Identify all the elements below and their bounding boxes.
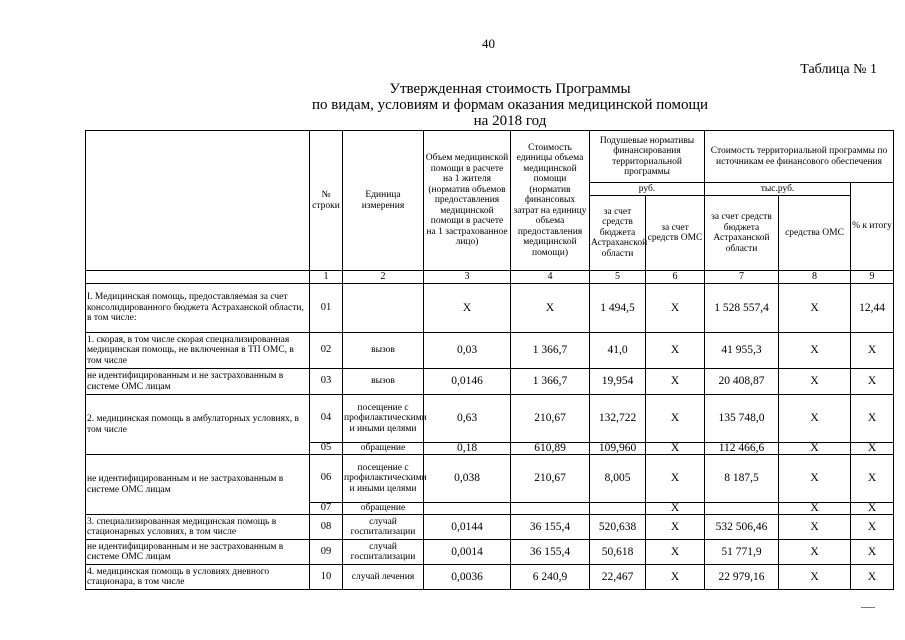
row-budget-thousand: 112 466,6 [705,443,779,455]
row-label: 3. специализированная медицинская помощь в стационарных условиях, в том числе [86,515,310,540]
row-oms-funds: X [779,333,851,369]
header-budget-thousand: за счет средств бюджета Астраханской области [705,196,779,271]
row-volume: 0,0146 [424,369,511,395]
row-volume: 0,038 [424,455,511,503]
row-number: 01 [310,284,343,333]
row-budget-thousand: 135 748,0 [705,395,779,443]
row-percent: X [851,443,894,455]
row-percent: X [851,503,894,515]
header-territorial: Стоимость территориальной программы по источникам ее финансового обеспечения [705,131,894,183]
row-cost: X [511,284,590,333]
row-unit: обращение [343,443,424,455]
row-label: 4. медицинская помощь в условиях дневного стационара, в том числе [86,565,310,590]
column-number [86,271,310,284]
row-percent: X [851,515,894,540]
row-oms: X [646,443,705,455]
row-budget: 8,005 [590,455,646,503]
row-budget-thousand [705,503,779,515]
row-unit: случай лечения [343,565,424,590]
table-row [86,395,894,443]
row-oms: X [646,455,705,503]
row-budget: 109,960 [590,443,646,455]
row-budget: 41,0 [590,333,646,369]
table-row [86,565,894,590]
row-oms: X [646,503,705,515]
row-unit: вызов [343,369,424,395]
row-budget: 1 494,5 [590,284,646,333]
row-number: 04 [310,395,343,443]
row-unit: случай госпитализации [343,515,424,540]
row-budget: 19,954 [590,369,646,395]
column-number: 7 [705,271,779,284]
row-unit: посещение с профилактическими и иными целями [343,395,424,443]
row-oms: X [646,369,705,395]
row-cost: 36 155,4 [511,515,590,540]
column-number: 3 [424,271,511,284]
row-unit: вызов [343,333,424,369]
row-label: 1. скорая, в том числе скорая специализированная медицинская помощь, не включенная в ТП ОМС, в том числе [86,333,310,369]
row-percent: X [851,565,894,590]
header-row-1 [86,131,894,183]
row-cost: 1 366,7 [511,369,590,395]
header-per-capita: Подушевые нормативы финансирования территориальной программы [590,131,705,183]
row-unit [343,284,424,333]
row-number: 07 [310,503,343,515]
row-cost [511,503,590,515]
row-cost: 610,89 [511,443,590,455]
column-number: 6 [646,271,705,284]
row-volume: 0,0144 [424,515,511,540]
row-oms-funds: X [779,515,851,540]
row-budget-thousand: 8 187,5 [705,455,779,503]
column-number: 4 [511,271,590,284]
row-oms: X [646,565,705,590]
header-budget: за счет средств бюджета Астраханской области [590,196,646,271]
row-oms-funds: X [779,395,851,443]
row-budget-thousand: 51 771,9 [705,540,779,565]
row-volume [424,503,511,515]
row-cost: 1 366,7 [511,333,590,369]
row-oms: X [646,540,705,565]
row-percent: X [851,369,894,395]
title-line-3: на 2018 год [473,113,547,129]
column-number: 2 [343,271,424,284]
header-label-cell [86,131,310,271]
row-number: 10 [310,565,343,590]
row-volume: 0,63 [424,395,511,443]
column-number: 1 [310,271,343,284]
table-label: Таблица № 1 [800,62,877,77]
row-oms-funds: X [779,284,851,333]
row-percent: X [851,333,894,369]
header-oms: за счет средств ОМС [646,196,705,271]
row-volume: 0,0014 [424,540,511,565]
column-number: 8 [779,271,851,284]
header-percent: % к итогу [851,183,894,271]
row-cost: 210,67 [511,455,590,503]
row-budget-thousand: 1 528 557,4 [705,284,779,333]
cost-table [85,130,894,590]
table-row [86,455,894,503]
row-budget-thousand: 20 408,87 [705,369,779,395]
row-label: не идентифицированным и не застрахованным в системе ОМС лицам [86,455,310,515]
row-label: не идентифицированным и не застрахованным в системе ОМС лицам [86,540,310,565]
column-numbers-row [86,271,894,284]
column-number: 9 [851,271,894,284]
row-volume: 0,03 [424,333,511,369]
title-line-2: по видам, условиям и формам оказания медицинской помощи [311,97,709,113]
row-number: 05 [310,443,343,455]
header-row-no: № строки [310,131,343,271]
row-oms-funds: X [779,540,851,565]
row-budget [590,503,646,515]
row-number: 09 [310,540,343,565]
header-oms-funds: средства ОМС [779,196,851,271]
row-volume: 0,0036 [424,565,511,590]
header-rub: руб. [590,183,705,196]
row-number: 06 [310,455,343,503]
row-oms-funds: X [779,503,851,515]
row-volume: X [424,284,511,333]
table-row [86,333,894,369]
column-number: 5 [590,271,646,284]
row-oms-funds: X [779,565,851,590]
row-percent: X [851,395,894,443]
header-unit: Единица измерения [343,131,424,271]
row-number: 02 [310,333,343,369]
row-cost: 210,67 [511,395,590,443]
table-row [86,369,894,395]
row-oms: X [646,284,705,333]
row-budget-thousand: 532 506,46 [705,515,779,540]
row-volume: 0,18 [424,443,511,455]
row-oms: X [646,395,705,443]
table-row [86,284,894,333]
header-thousand-rub: тыс.руб. [705,183,851,196]
row-label: не идентифицированным и не застрахованным в системе ОМС лицам [86,369,310,395]
row-budget: 50,618 [590,540,646,565]
row-oms-funds: X [779,369,851,395]
row-oms-funds: X [779,455,851,503]
table-row [86,540,894,565]
title-line-1: Утвержденная стоимость Программы [389,81,631,97]
row-budget-thousand: 22 979,16 [705,565,779,590]
row-percent: X [851,455,894,503]
row-percent: 12,44 [851,284,894,333]
header-volume: Объем медицинской помощи в расчете на 1 жителя (норматив объемов предоставления медицинской помощи в расчете на 1 застрахованное лицо) [424,131,511,271]
row-budget: 520,638 [590,515,646,540]
row-budget-thousand: 41 955,3 [705,333,779,369]
footer-dash [861,607,875,608]
row-unit: случай госпитализации [343,540,424,565]
row-oms-funds: X [779,443,851,455]
row-label: I. Медицинская помощь, предоставляемая за счет консолидированного бюджета Астраханской области, в том числе: [86,284,310,333]
row-budget: 22,467 [590,565,646,590]
table-row [86,515,894,540]
row-unit: посещение с профилактическими и иными целями [343,455,424,503]
row-oms: X [646,333,705,369]
row-unit: обращение [343,503,424,515]
row-number: 08 [310,515,343,540]
row-oms: X [646,515,705,540]
row-number: 03 [310,369,343,395]
row-percent: X [851,540,894,565]
row-cost: 36 155,4 [511,540,590,565]
row-label: 2. медицинская помощь в амбулаторных условиях, в том числе [86,395,310,455]
row-budget: 132,722 [590,395,646,443]
page-number: 40 [482,36,495,51]
row-cost: 6 240,9 [511,565,590,590]
header-unit-cost: Стоимость единицы объема медицинской помощи (норматив финансовых затрат на единицу объема предоставления медицинской помощи) [511,131,590,271]
